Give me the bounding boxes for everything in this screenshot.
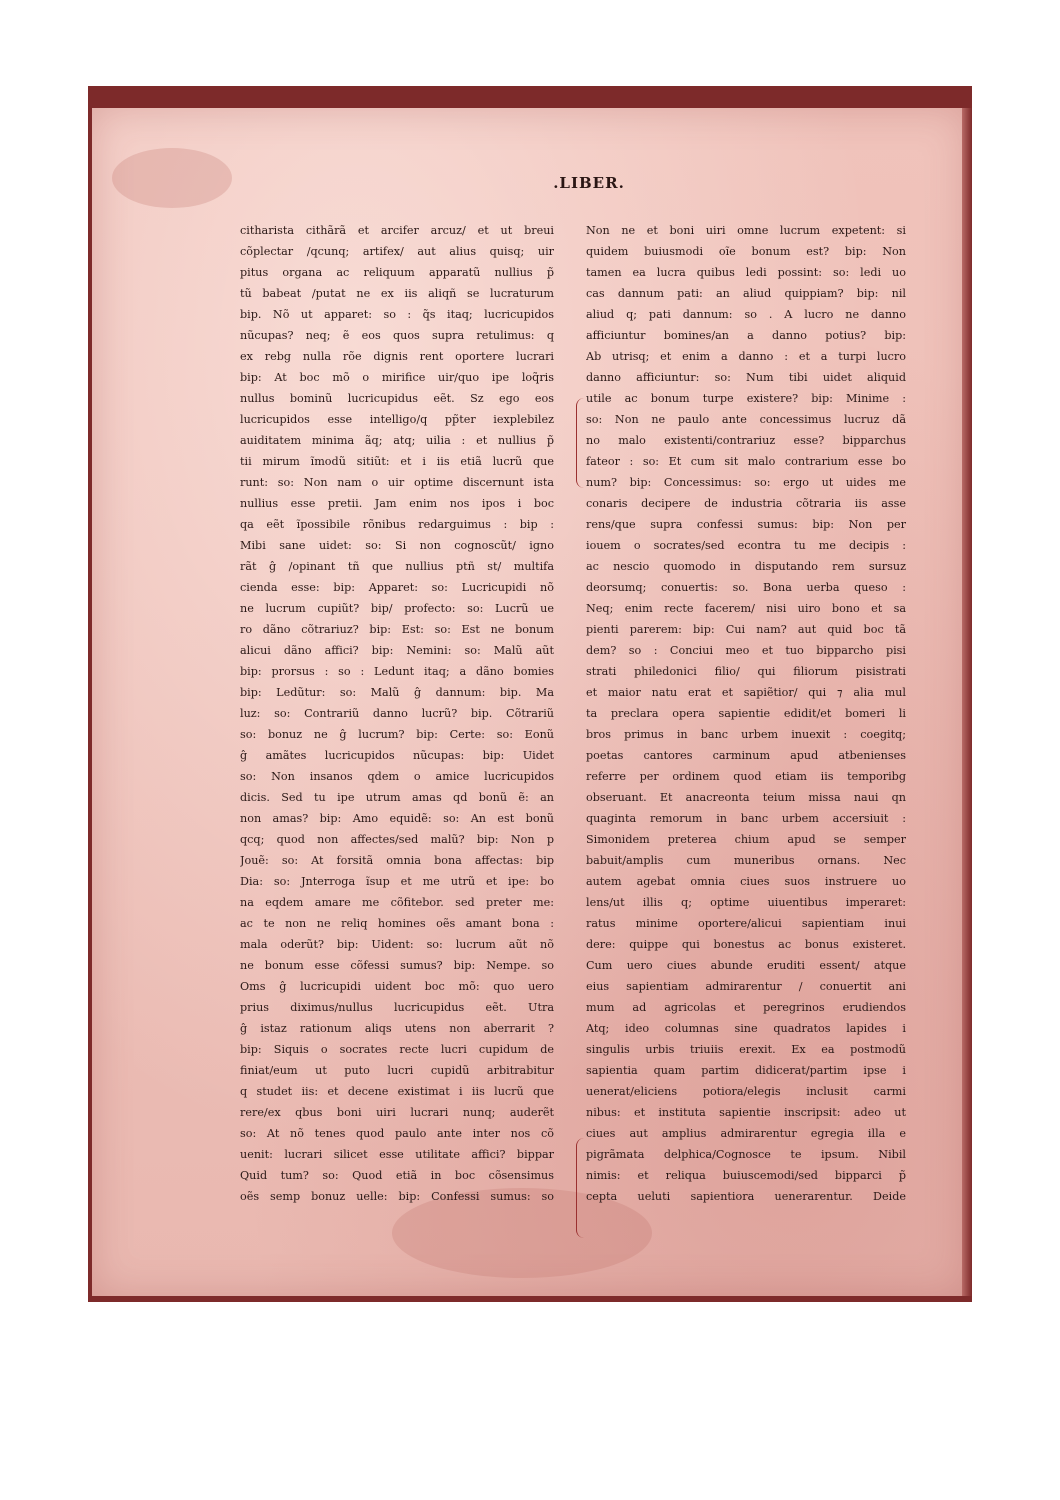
text-line: nimis: et reliqua buiuscemodi/sed bipparci p̃: [586, 1169, 906, 1182]
text-line: q studet iis: et decene existimat i iis lucrũ que: [240, 1085, 554, 1098]
text-line: cienda esse: bip: Apparet: so: Lucricupidi nõ: [240, 581, 554, 594]
text-line: so: bonuz ne ĝ lucrum? bip: Certe: so: Eonũ: [240, 728, 554, 741]
text-line: qa eẽt ĩpossibile rõnibus redarguimus : bip :: [240, 518, 554, 531]
text-line: bip: Siquis o socrates recte lucri cupidum de: [240, 1043, 554, 1056]
text-line: quaginta remorum in banc urbem accersiuit :: [586, 812, 906, 825]
text-line: bip: prorsus : so : Ledunt itaq; a dãno bomies: [240, 665, 554, 678]
text-line: cõplectar /qcunq; artifex/ aut alius quisq; uir: [240, 245, 554, 258]
text-line: babuit/amplis cum muneribus ornans. Nec: [586, 854, 906, 867]
text-line: so: Non insanos qdem o amice lucricupidos: [240, 770, 554, 783]
text-line: cas dannum pati: an aliud quippiam? bip: nil: [586, 287, 906, 300]
text-line: quidem buiusmodi oĩe bonum est? bip: Non: [586, 245, 906, 258]
text-line: ciues aut amplius admirarentur egregia illa e: [586, 1127, 906, 1140]
text-line: ĝ amãtes lucricupidos nũcupas: bip: Uidet: [240, 749, 554, 762]
text-line: oẽs semp bonuz uelle: bip: Confessi sumus: so: [240, 1190, 554, 1203]
margin-bracket-mark: [576, 1138, 587, 1238]
text-line: ĝ istaz rationum aliqs utens non aberrarit ?: [240, 1022, 554, 1035]
text-line: so: At nõ tenes quod paulo ante inter nos cõ: [240, 1127, 554, 1140]
text-line: ratus minime oportere/alicui sapientiam inui: [586, 917, 906, 930]
text-line: et maior natu erat et sapiẽtior/ qui ⁊ alia mul: [586, 686, 906, 699]
right-text-column: [586, 220, 906, 1207]
text-line: utile ac bonum turpe existere? bip: Minime :: [586, 392, 906, 405]
text-line: alicui dãno affici? bip: Nemini: so: Malũ aũt: [240, 644, 554, 657]
scanned-page-background: [88, 86, 972, 1302]
text-line: rãt ĝ /opinant tñ que nullius ptñ st/ multifa: [240, 560, 554, 573]
text-line: nũcupas? neq; ẽ eos quos supra retulimus: q: [240, 329, 554, 342]
text-line: dicis. Sed tu ipe utrum amas qd bonũ ẽ: an: [240, 791, 554, 804]
text-line: Non ne et boni uiri omne lucrum expetent: si: [586, 224, 906, 237]
text-line: strati philedonici filio/ qui filiorum pisistrati: [586, 665, 906, 678]
text-line: tũ babeat /putat ne ex iis aliqñ se lucraturum: [240, 287, 554, 300]
text-line: Mibi sane uidet: so: Si non cognoscũt/ igno: [240, 539, 554, 552]
text-line: citharista cithãrã et arcifer arcuz/ et ut breui: [240, 224, 554, 237]
text-line: rens/que supra confessi sumus: bip: Non per: [586, 518, 906, 531]
leaf-edge: [962, 108, 972, 1296]
text-line: so: Non ne paulo ante concessimus lucruz dã: [586, 413, 906, 426]
text-line: mala oderũt? bip: Uident: so: lucrum aũt nõ: [240, 938, 554, 951]
text-line: danno afficiuntur: so: Num tibi uidet aliquid: [586, 371, 906, 384]
text-line: bip: At boc mõ o mirifice uir/quo ipe loq̃ris: [240, 371, 554, 384]
text-line: autem agebat omnia ciues suos instruere uo: [586, 875, 906, 888]
text-line: iouem o socrates/sed econtra tu me decipis :: [586, 539, 906, 552]
text-line: ne bonum esse cõfessi sumus? bip: Nempe. so: [240, 959, 554, 972]
text-line: referre per ordinem quod etiam iis temporibg: [586, 770, 906, 783]
text-line: nullus bominũ lucricupidus eẽt. Sz ego eos: [240, 392, 554, 405]
book-leaf: [92, 108, 966, 1296]
text-line: no malo existenti/contrariuz esse? bipparchus: [586, 434, 906, 447]
text-line: Dia: so: Jnterroga ĩsup et me utrũ et ipe: bo: [240, 875, 554, 888]
text-line: Oms ĝ lucricupidi uident boc mõ: quo uero: [240, 980, 554, 993]
text-line: pigrãmata delphica/Cognosce te ipsum. Nibil: [586, 1148, 906, 1161]
text-line: deorsumq; conuertis: so. Bona uerba queso :: [586, 581, 906, 594]
text-line: Atq; ideo columnas sine quadratos lapides i: [586, 1022, 906, 1035]
text-line: nibus: et instituta sapientie inscripsit: adeo ut: [586, 1106, 906, 1119]
text-line: num? bip: Concessimus: so: ergo ut uides me: [586, 476, 906, 489]
text-line: singulis urbis triuiis erexit. Ex ea postmodũ: [586, 1043, 906, 1056]
text-line: ta preclara opera sapientie edidit/et bomeri li: [586, 707, 906, 720]
text-line: ac te non ne reliq homines oẽs amant bona :: [240, 917, 554, 930]
text-line: pienti parerem: bip: Cui nam? aut quid boc tã: [586, 623, 906, 636]
text-line: Ab utrisq; et enim a danno : et a turpi lucro: [586, 350, 906, 363]
text-line: dere: quippe qui bonestus ac bonus existeret.: [586, 938, 906, 951]
text-line: dem? so : Conciui meo et tuo bipparcho pisi: [586, 644, 906, 657]
text-line: ne lucrum cupiũt? bip/ profecto: so: Lucrũ ue: [240, 602, 554, 615]
text-line: eius sapientiam admirarentur / conuertit ani: [586, 980, 906, 993]
text-line: Jouẽ: so: At forsitã omnia bona affectas: bip: [240, 854, 554, 867]
text-line: tamen ea lucra quibus ledi possint: so: ledi uo: [586, 266, 906, 279]
text-line: luz: so: Contrariũ danno lucrũ? bip. Cõtrariũ: [240, 707, 554, 720]
text-line: conaris decipere de industria cõtraria iis asse: [586, 497, 906, 510]
text-line: lucricupidos esse intelligo/q pp̃ter iexplebilez: [240, 413, 554, 426]
text-line: na eqdem amare me cõfitebor. sed preter me:: [240, 896, 554, 909]
left-text-column: [240, 220, 554, 1207]
text-line: ac nescio quomodo in disputando rem sursuz: [586, 560, 906, 573]
text-line: tii mirum ĩmodũ sitiũt: et i iis etiã lucrũ que: [240, 455, 554, 468]
text-line: qcq; quod non affectes/sed malũ? bip: Non p: [240, 833, 554, 846]
text-line: ro dãno cõtrariuz? bip: Est: so: Est ne bonum: [240, 623, 554, 636]
text-line: pitus organa ac reliquum apparatũ nullius p̃: [240, 266, 554, 279]
text-line: uenerat/eliciens potiora/elegis inclusit carmi: [586, 1085, 906, 1098]
text-line: cepta ueluti sapientiora uenerarentur. Deide: [586, 1190, 906, 1203]
text-line: auiditatem minima ãq; atq; uilia : et nullius p̃: [240, 434, 554, 447]
text-line: bip. Nõ ut apparet: so : q̃s itaq; lucricupidos: [240, 308, 554, 321]
text-line: bip: Ledũtur: so: Malũ ĝ dannum: bip. Ma: [240, 686, 554, 699]
text-line: afficiuntur bomines/an a danno potius? bip:: [586, 329, 906, 342]
text-line: fateor : so: Et cum sit malo contrarium esse bo: [586, 455, 906, 468]
text-line: mum ad agricolas et peregrinos erudiendos: [586, 1001, 906, 1014]
text-line: Quid tum? so: Quod etiã in boc cõsensimus: [240, 1169, 554, 1182]
text-line: lens/ut illis q; optime uiuentibus imperaret:: [586, 896, 906, 909]
text-line: uenit: lucrari silicet esse utilitate affici? bippar: [240, 1148, 554, 1161]
text-line: poetas cantores carminum apud atbenienses: [586, 749, 906, 762]
text-line: non amas? bip: Amo equidẽ: so: An est bonũ: [240, 812, 554, 825]
text-line: Neq; enim recte facerem/ nisi uiro bono et sa: [586, 602, 906, 615]
text-line: runt: so: Non nam o uir optime discernunt ista: [240, 476, 554, 489]
text-line: nullius esse pretii. Jam enim nos ipos i boc: [240, 497, 554, 510]
text-line: aliud q; pati dannum: so . A lucro ne danno: [586, 308, 906, 321]
margin-bracket-mark: [576, 398, 587, 488]
text-line: sapientia quam partim didicerat/partim ipse i: [586, 1064, 906, 1077]
text-line: ex rebg nulla rõe dignis rent oportere lucrari: [240, 350, 554, 363]
text-line: prius diximus/nullus lucricupidus eẽt. Utra: [240, 1001, 554, 1014]
text-line: finiat/eum ut puto lucri cupidũ arbitrabitur: [240, 1064, 554, 1077]
text-line: rere/ex qbus boni uiri lucrari nunq; auderẽt: [240, 1106, 554, 1119]
running-head: .LIBER.: [553, 174, 625, 192]
text-line: Cum uero ciues abunde eruditi essent/ atque: [586, 959, 906, 972]
text-line: bros primus in banc urbem inuexit : coegitq;: [586, 728, 906, 741]
text-line: obseruant. Et anacreonta teium missa naui qn: [586, 791, 906, 804]
text-line: Simonidem preterea chium apud se semper: [586, 833, 906, 846]
